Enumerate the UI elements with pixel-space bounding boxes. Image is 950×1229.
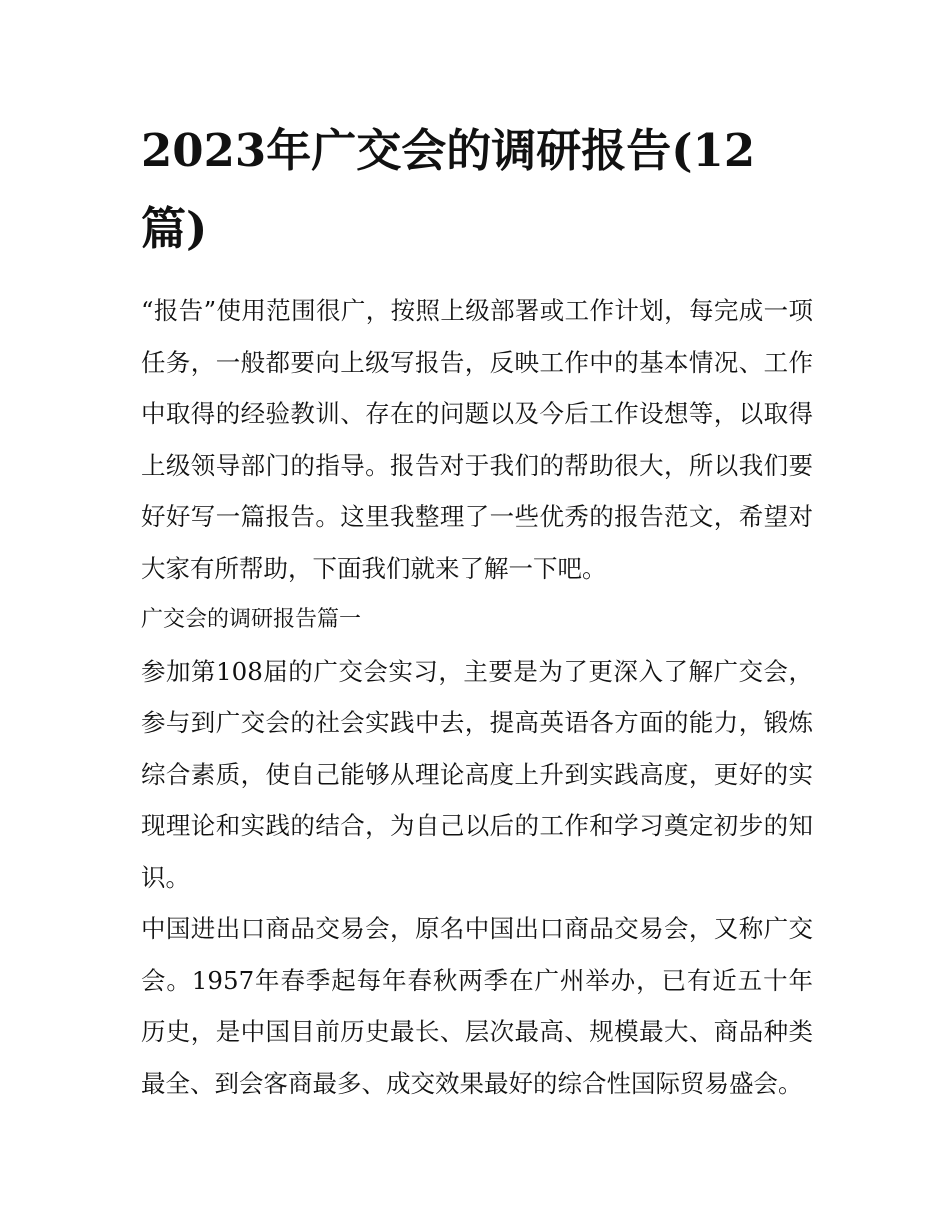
document-title: 2023年广交会的调研报告(12篇) xyxy=(141,124,756,255)
section-heading: 广交会的调研报告篇一 xyxy=(141,607,362,632)
body-paragraph-1: 参加第108届的广交会实习，主要是为了更深入了解广交会，参与到广交会的社会实践中去，提高英语各方面的能力，锻炼综合素质，使自己能够从理论高度上升到实践高度，更好的实现理论和实践的结合，为自己以后的工作和学习奠定初步的知识。 xyxy=(141,656,813,892)
body-paragraph-2: 中国进出口商品交易会，原名中国出口商品交易会，又称广交会。1957年春季起每年春秋两季在广州举办，已有近五十年历史，是中国目前历史最长、层次最高、规模最大、商品种类最全、到会客商最多、成交效果最好的综合性国际贸易盛会。 xyxy=(141,914,813,1098)
document-page xyxy=(141,112,813,1109)
intro-paragraph: “报告”使用范围很广，按照上级部署或工作计划，每完成一项任务，一般都要向上级写报告，反映工作中的基本情况、工作中取得的经验教训、存在的问题以及今后工作设想等，以取得上级领导部门的指导。报告对于我们的帮助很大，所以我们要好好写一篇报告。这里我整理了一些优秀的报告范文，希望对大家有所帮助，下面我们就来了解一下吧。 xyxy=(141,296,813,583)
